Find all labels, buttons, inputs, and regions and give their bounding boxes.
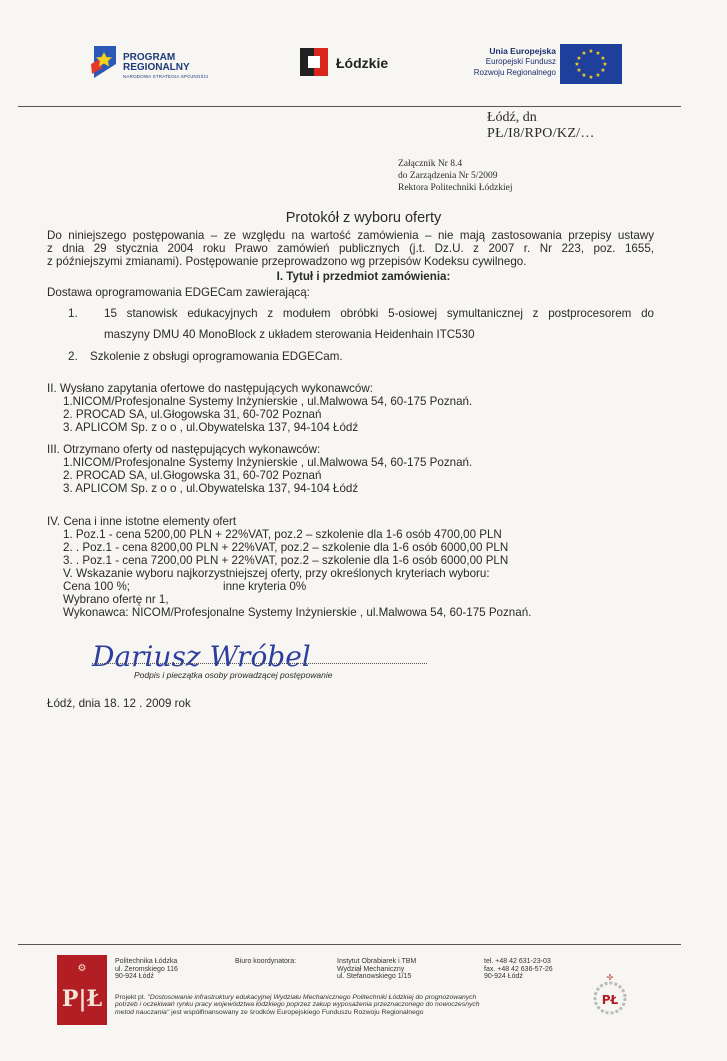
section-1-item-1-number: 1. (68, 307, 78, 320)
eu-label-1: Unia Europejska (489, 46, 556, 56)
section-1-item-2-number: 2. (68, 350, 78, 363)
project-lead: Projekt pt. (115, 994, 148, 1001)
intro-paragraph (47, 229, 654, 268)
footer-divider (18, 944, 681, 945)
intro-line-2: z dnia 29 stycznia 2004 roku Prawo zamówień publicznych (j.t. Dz.U. z 2007 r. Nr 223, poz. 1655, (47, 242, 654, 255)
lodzkie-label: Łódzkie (336, 55, 389, 71)
section-3-heading: III. Otrzymano oferty od następujących wykonawców: (47, 443, 321, 456)
strategy-label: NARODOWA STRATEGIA SPÓJNOŚCI (123, 74, 209, 79)
svg-text:★: ★ (588, 74, 594, 81)
svg-text:★: ★ (581, 50, 587, 57)
section-3-item: 1.NICOM/Profesjonalne Systemy Inżynierskie , ul.Malwowa 54, 60-175 Poznań. (63, 456, 473, 469)
svg-text:★: ★ (581, 72, 587, 79)
footer-coordinator-office: Biuro koordynatora: (235, 958, 297, 965)
regionalny-label: REGIONALNY (123, 62, 190, 73)
section-4-heading: IV. Cena i inne istotne elementy ofert (47, 515, 237, 528)
section-1-heading: I. Tytuł i przedmiot zamówienia: (276, 270, 451, 283)
reference-number: PŁ/I8/RPO/KZ/… (487, 126, 595, 141)
pl-gear-logo-icon (592, 972, 628, 1018)
section-3 (47, 443, 472, 495)
intro-line-1: Do niniejszego postępowania – ze względu na wartość zamówienia – nie mają zastosowania przepisy ustawy (47, 229, 654, 242)
signature-dotted-line (92, 663, 427, 664)
price-weight: Cena 100 %; (63, 580, 131, 593)
annex-block (398, 158, 513, 194)
section-4-item: 1. Poz.1 - cena 5200,00 PLN + 22%VAT, poz.2 – szkolenie dla 1-6 osób 4700,00 PLN (63, 528, 502, 541)
program-star-icon (88, 44, 118, 80)
svg-text:★: ★ (595, 72, 601, 79)
project-title-part-1: "Dostosowanie infrastruktury edukacyjnej Wydziału Mechanicznego Politechniki Łódzkiej do prognozowanych (147, 994, 477, 1001)
footer-institute-street: ul. Stefanowskiego 1/15 (337, 973, 412, 980)
section-2-item: 2. PROCAD SA, ul.Głogowska 31, 60-702 Poznań (63, 408, 322, 421)
section-2-heading: II. Wysłano zapytania ofertowe do następujących wykonawców: (47, 382, 373, 395)
svg-text:★: ★ (574, 61, 580, 68)
lodzkie-logo (300, 48, 400, 78)
section-1-item-2: Szkolenie z obsługi oprogramowania EDGECam. (90, 350, 343, 363)
footer-fax: fax. +48 42 636-57-26 (484, 965, 553, 973)
section-3-item: 2. PROCAD SA, ul.Głogowska 31, 60-702 Poznań (63, 469, 322, 482)
footer-university-city: 90-924 Łódź (115, 973, 154, 980)
section-1-lead: Dostawa oprogramowania EDGECam zawierającą: (47, 286, 310, 299)
program-regionalny-logo (88, 44, 238, 80)
svg-text:★: ★ (600, 67, 606, 74)
footer-faculty: Wydział Mechaniczny (337, 965, 405, 973)
eu-label-2: Europejski Fundusz (485, 57, 556, 66)
closing-date: Łódź, dnia 18. 12 . 2009 rok (47, 697, 191, 710)
footer-university: Politechnika Łódzka (115, 958, 178, 965)
selected-offer: Wybrano ofertę nr 1, (63, 593, 169, 606)
program-label: PROGRAM (123, 52, 176, 63)
footer-column-1 (115, 958, 178, 981)
footer-column-2 (235, 958, 296, 966)
section-2-item: 1.NICOM/Profesjonalne Systemy Inżynierskie , ul.Malwowa 54, 60-175 Poznań. (63, 395, 473, 408)
footer-city: 90-924 Łódź (484, 973, 523, 980)
annex-line-2: do Zarządzenia Nr 5/2009 (398, 171, 498, 181)
svg-text:⚙: ⚙ (77, 963, 87, 974)
politechnika-lodzka-emblem-icon (57, 955, 107, 1025)
section-1-item-1-line-1: 15 stanowisk edukacyjnych z modułem obróbki 5-osiowej symultanicznej z postprocesorem do (104, 307, 654, 320)
section-4-item: 2. . Poz.1 - cena 8200,00 PLN + 22%VAT, poz.2 – szkolenie dla 1-6 osób 6000,00 PLN (63, 541, 509, 554)
project-title-part-3: metod nauczania" (115, 1008, 170, 1016)
section-1-item-1-line-2: maszyny DMU 40 MonoBlock z układem sterowania Heidenhain ITC530 (104, 328, 475, 341)
svg-text:★: ★ (576, 55, 582, 62)
project-cofinancing: jest współfinansowany ze środków Europejskiego Funduszu Rozwoju Regionalnego (169, 1008, 424, 1016)
eu-logo (436, 44, 622, 84)
annex-line-3: Rektora Politechniki Łódzkiej (398, 183, 513, 193)
project-title-part-2: potrzeb i oczekiwań rynku pracy województwa łódzkiego poprzez zakup wyposażenia przeznaczonego do nowoczesnych (115, 1001, 480, 1009)
selected-contractor: Wykonawca: NICOM/Profesjonalne Systemy Inżynierskie , ul.Malwowa 54, 60-175 Poznań. (63, 606, 532, 619)
signature-caption: Podpis i pieczątka osoby prowadzącej postępowanie (134, 670, 333, 680)
place-date: Łódź, dn (487, 110, 537, 125)
svg-text:★: ★ (576, 67, 582, 74)
eu-label-3: Rozwoju Regionalnego (473, 68, 556, 77)
svg-text:★: ★ (588, 48, 594, 55)
section-2-item: 3. APLICOM Sp. z o o , ul.Obywatelska 137, 94-104 Łódź (63, 421, 359, 434)
footer-project-note (115, 994, 595, 1016)
section-5-heading: V. Wskazanie wyboru najkorzystniejszej oferty, przy określonych kryteriach wyboru: (63, 567, 490, 580)
svg-text:✢: ✢ (606, 973, 614, 982)
svg-text:★: ★ (600, 55, 606, 62)
svg-text:★: ★ (602, 61, 608, 68)
intro-line-3: z późniejszymi zmianami). Postępowanie przeprowadzono wg przepisów Kodeksu cywilnego. (47, 255, 527, 268)
document-title: Protokół z wyboru oferty (285, 210, 442, 226)
svg-text:PŁ: PŁ (601, 993, 619, 1007)
section-2 (47, 382, 472, 434)
lodzkie-emblem-icon (300, 48, 328, 76)
svg-text:P|Ł: P|Ł (61, 986, 103, 1012)
section-4 (47, 515, 531, 619)
annex-line-1: Załącznik Nr 8.4 (398, 159, 463, 169)
other-criteria: inne kryteria 0% (223, 580, 307, 593)
section-3-item: 3. APLICOM Sp. z o o , ul.Obywatelska 137, 94-104 Łódź (63, 482, 359, 495)
header-divider (18, 106, 681, 107)
footer-institute: Instytut Obrabiarek i TBM (337, 958, 417, 965)
eu-flag-icon (560, 44, 622, 84)
signature-text: Dariusz Wróbel (92, 640, 311, 673)
footer-university-street: ul. Żeromskiego 116 (115, 965, 178, 973)
footer-phone: tel. +48 42 631-23-03 (484, 958, 551, 965)
footer-column-4 (484, 958, 553, 981)
svg-text:★: ★ (595, 50, 601, 57)
section-4-item: 3. . Poz.1 - cena 7200,00 PLN + 22%VAT, poz.2 – szkolenie dla 1-6 osób 6000,00 PLN (63, 554, 509, 567)
footer-column-3 (337, 958, 416, 981)
